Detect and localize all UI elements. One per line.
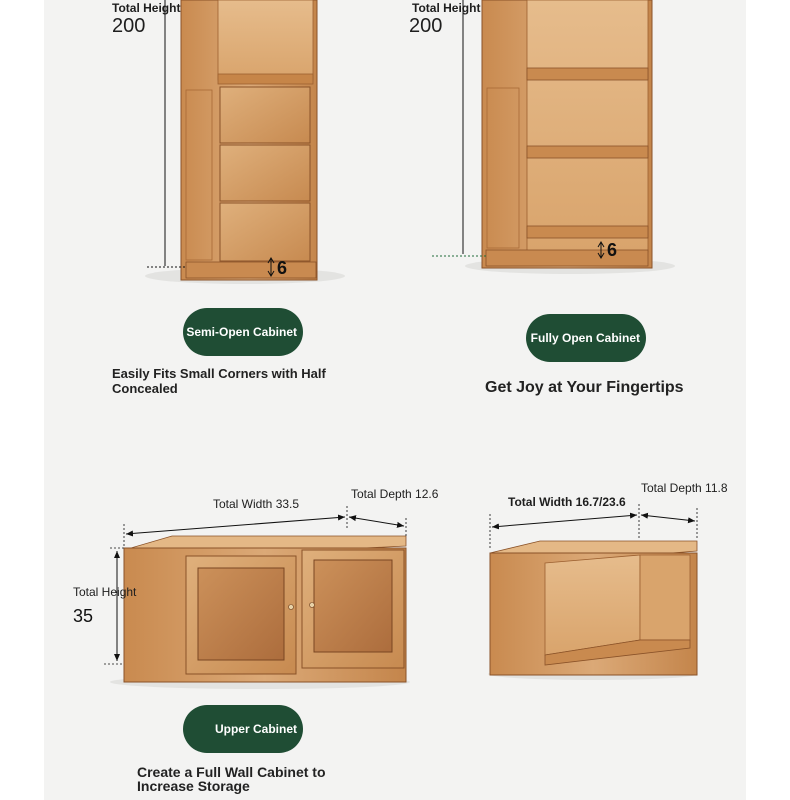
height-value: 200: [112, 15, 146, 37]
upper-cabinet-illustration: [104, 506, 410, 689]
height-label: Total Height: [412, 1, 481, 15]
product-caption: Easily Fits Small Corners with Half Concealed: [112, 366, 326, 396]
base-height-value: 6: [277, 258, 288, 278]
product-caption: Get Joy at Your Fingertips: [485, 379, 684, 396]
height-value: 200: [409, 15, 443, 37]
depth-label: Total Depth 11.8: [641, 481, 728, 495]
semi-open-cabinet-illustration: [145, 0, 345, 284]
fully-open-cabinet-illustration: [432, 0, 675, 274]
width-label: Total Width 33.5: [213, 497, 300, 511]
open-box-illustration: [488, 504, 698, 680]
height-label: Total Height: [73, 585, 137, 599]
depth-label: Total Depth 12.6: [351, 487, 439, 501]
base-height-value: 6: [607, 240, 618, 260]
height-label: Total Height: [112, 1, 181, 15]
fully-open-cabinet-button[interactable]: Fully Open Cabinet: [526, 314, 646, 362]
height-value: 35: [73, 606, 94, 626]
upper-cabinet-button[interactable]: Upper Cabinet: [183, 705, 303, 753]
width-label: Total Width 16.7/23.6: [508, 495, 626, 509]
semi-open-cabinet-button[interactable]: Semi-Open Cabinet: [183, 308, 303, 356]
product-caption: Create a Full Wall Cabinet to Increase Storage: [137, 764, 326, 794]
